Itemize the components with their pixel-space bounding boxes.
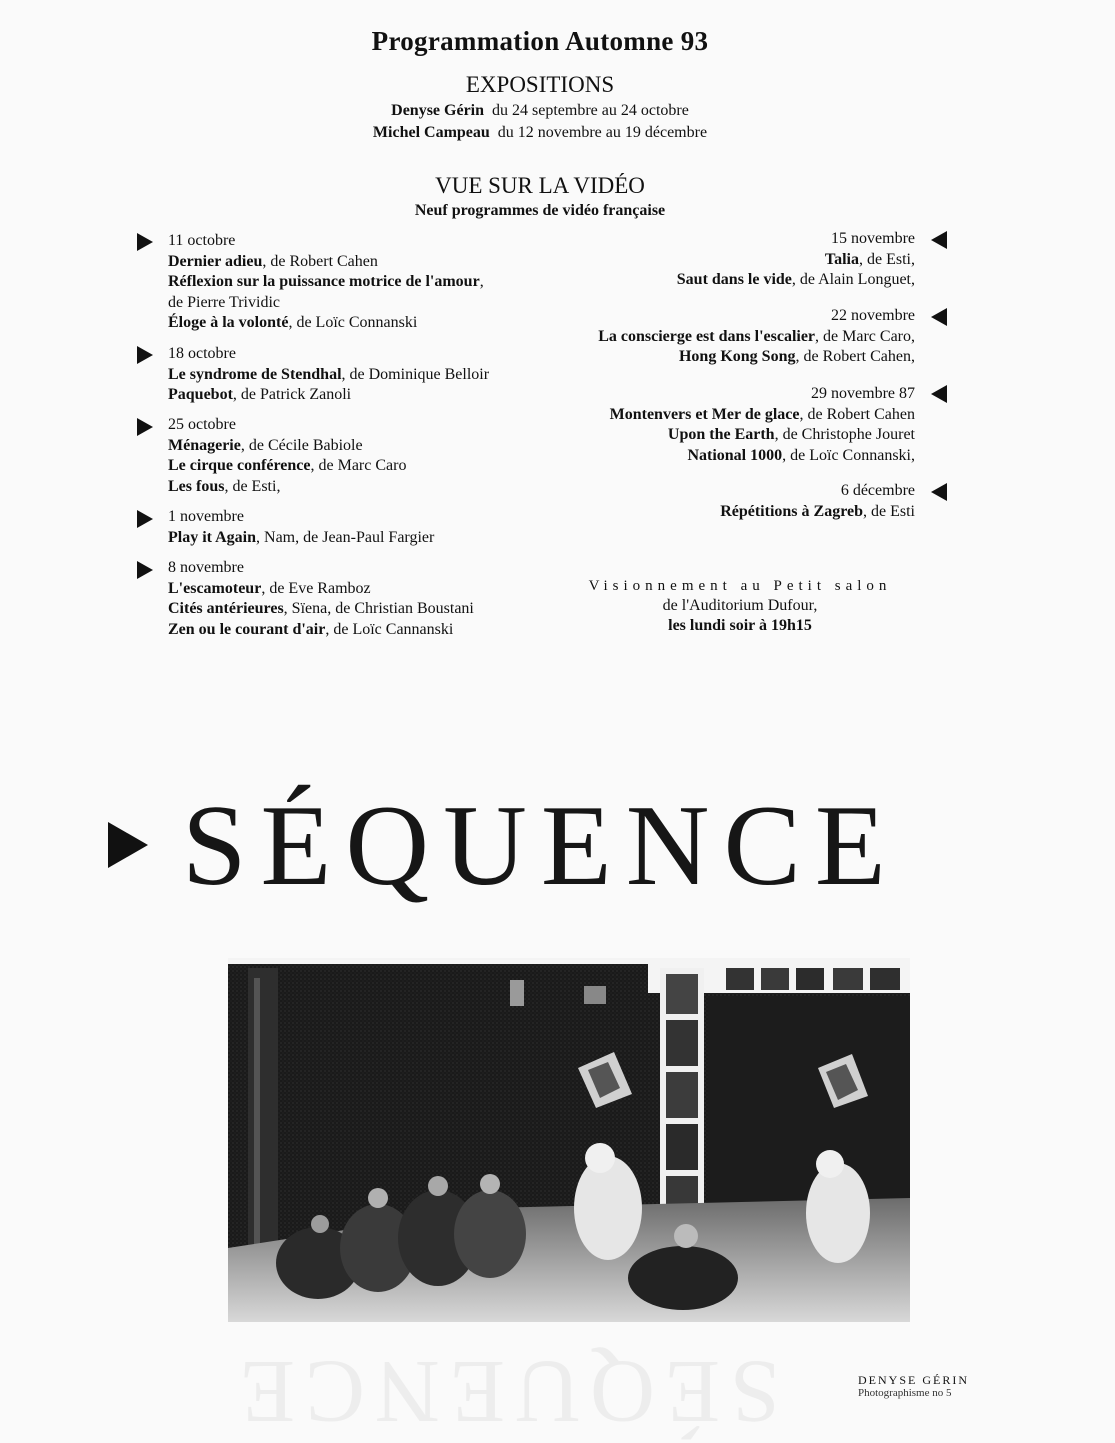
program-line <box>720 502 915 523</box>
program-block <box>168 507 434 548</box>
film-title: Talia <box>824 250 859 268</box>
program-date: 22 novembre <box>831 307 915 324</box>
arrow-left-icon <box>931 231 947 249</box>
program-line <box>168 620 474 641</box>
film-title: Hong Kong Song <box>678 348 796 365</box>
banner-word: SÉQUENCE <box>182 782 900 910</box>
film-title: Le syndrome de Stendhal <box>168 365 342 383</box>
program-line <box>168 579 474 600</box>
film-title: La conscierge est dans l'escalier <box>598 327 816 345</box>
arrow-right-icon <box>137 418 153 436</box>
film-title: Ménagerie <box>168 436 241 454</box>
video-heading: VUE SUR LA VIDÉO <box>435 173 645 198</box>
film-credit: , de Loïc Cannanski <box>325 620 454 638</box>
arrow-right-icon <box>137 346 153 364</box>
program-date: 8 novembre <box>168 559 244 576</box>
exhibition-artist: Denyse Gérin <box>391 102 485 119</box>
program-line <box>610 446 915 467</box>
film-title: Cités antérieures <box>168 600 284 617</box>
exhibition-dates: du 12 novembre au 19 décembre <box>497 124 708 141</box>
program-line <box>168 456 406 477</box>
program-line <box>168 365 489 386</box>
program-line <box>168 385 489 406</box>
film-credit: , de Esti <box>863 502 915 520</box>
program-block <box>168 558 474 640</box>
expositions-heading: EXPOSITIONS <box>465 72 615 97</box>
film-credit: de Pierre Trividic <box>168 293 280 311</box>
program-line <box>168 528 434 549</box>
screening-venue: Visionnement au Petit salon <box>588 578 892 594</box>
credit-name: DENYSE GÉRIN <box>858 1373 969 1387</box>
program-date: 25 octobre <box>168 416 236 433</box>
film-title: Upon the Earth <box>667 426 775 443</box>
program-line <box>677 250 915 271</box>
program-block <box>610 384 915 466</box>
film-title: Le cirque conférence <box>168 457 311 474</box>
film-title: Montenvers et Mer de glace <box>609 405 800 423</box>
arrow-right-icon <box>137 561 153 579</box>
film-credit: , de Robert Cahen, <box>795 348 915 365</box>
photo-credit <box>858 1374 969 1400</box>
program-line <box>168 599 474 620</box>
program-date: 18 octobre <box>168 345 236 362</box>
exhibition-line <box>0 102 1080 120</box>
program-block <box>168 415 406 497</box>
program-date: 11 octobre <box>168 232 236 249</box>
film-credit: , de Patrick Zanoli <box>232 386 352 403</box>
program-line <box>610 425 915 446</box>
film-title: National 1000 <box>687 446 783 464</box>
film-credit: , de Loïc Connanski, <box>782 446 915 464</box>
program-line <box>168 436 406 457</box>
film-credit: , de Robert Cahen <box>799 405 915 423</box>
film-title: Play it Again <box>168 528 257 546</box>
film-credit: , Nam, de Jean-Paul Fargier <box>256 528 435 546</box>
screening-info <box>570 576 910 636</box>
arrow-right-icon <box>137 233 153 251</box>
bleed-through-text: SÉQUENCE <box>230 1342 780 1441</box>
arrow-left-icon <box>931 385 947 403</box>
film-credit: , de Eve Ramboz <box>261 579 371 597</box>
arrow-right-icon <box>137 510 153 528</box>
film-title: L'escamoteur <box>168 579 262 597</box>
film-credit: , de Christophe Jouret <box>774 426 915 443</box>
film-credit: , de Esti, <box>224 477 281 495</box>
arrow-left-icon <box>931 483 947 501</box>
film-title: Les fous <box>168 477 225 495</box>
program-line <box>598 327 915 348</box>
program-line <box>610 405 915 426</box>
exhibition-artist: Michel Campeau <box>372 124 490 141</box>
film-title: Répétitions à Zagreb <box>720 502 863 520</box>
film-credit: , de Dominique Belloir <box>341 365 490 383</box>
screening-time: les lundi soir à 19h15 <box>668 617 812 634</box>
photograph <box>228 958 910 1322</box>
program-line <box>598 347 915 368</box>
film-credit: , de Esti, <box>859 250 915 268</box>
program-block <box>168 231 484 334</box>
program-block <box>598 306 915 368</box>
program-line <box>677 270 915 291</box>
program-line <box>168 477 406 498</box>
program-block <box>677 229 915 291</box>
credit-subtitle: Photographisme no 5 <box>858 1387 952 1399</box>
program-date: 15 novembre <box>831 230 915 247</box>
banner-arrow-icon <box>108 822 148 868</box>
program-block <box>168 344 489 406</box>
exhibition-line <box>0 124 1080 142</box>
film-credit: , de Marc Caro, <box>815 327 915 345</box>
film-credit: , de Loïc Connanski <box>288 314 418 331</box>
program-date: 6 décembre <box>840 482 915 499</box>
program-line <box>168 272 484 293</box>
program-date: 1 novembre <box>168 508 244 525</box>
film-credit: , <box>479 273 484 290</box>
program-block <box>720 481 915 522</box>
arrow-left-icon <box>931 308 947 326</box>
film-credit: , de Marc Caro <box>310 457 407 474</box>
film-credit: , de Cécile Babiole <box>240 436 363 454</box>
page-title: Programmation Automne 93 <box>371 26 709 56</box>
film-title: Paquebot <box>168 386 233 403</box>
film-credit: , de Robert Cahen <box>262 252 378 270</box>
program-date: 29 novembre 87 <box>811 385 915 402</box>
film-title: Saut dans le vide <box>676 271 792 288</box>
film-credit: , de Alain Longuet, <box>791 271 915 288</box>
program-line <box>168 313 484 334</box>
program-line <box>168 293 484 314</box>
film-title: Zen ou le courant d'air <box>168 620 326 638</box>
film-title: Réflexion sur la puissance motrice de l'amour <box>168 273 480 290</box>
exhibition-dates: du 24 septembre au 24 octobre <box>492 102 689 119</box>
video-subheading: Neuf programmes de vidéo française <box>414 202 666 219</box>
film-title: Éloge à la volonté <box>168 314 289 331</box>
screening-place: de l'Auditorium Dufour, <box>662 597 818 614</box>
film-credit: , Sïena, de Christian Boustani <box>283 600 474 617</box>
program-line <box>168 252 484 273</box>
film-title: Dernier adieu <box>168 252 263 270</box>
